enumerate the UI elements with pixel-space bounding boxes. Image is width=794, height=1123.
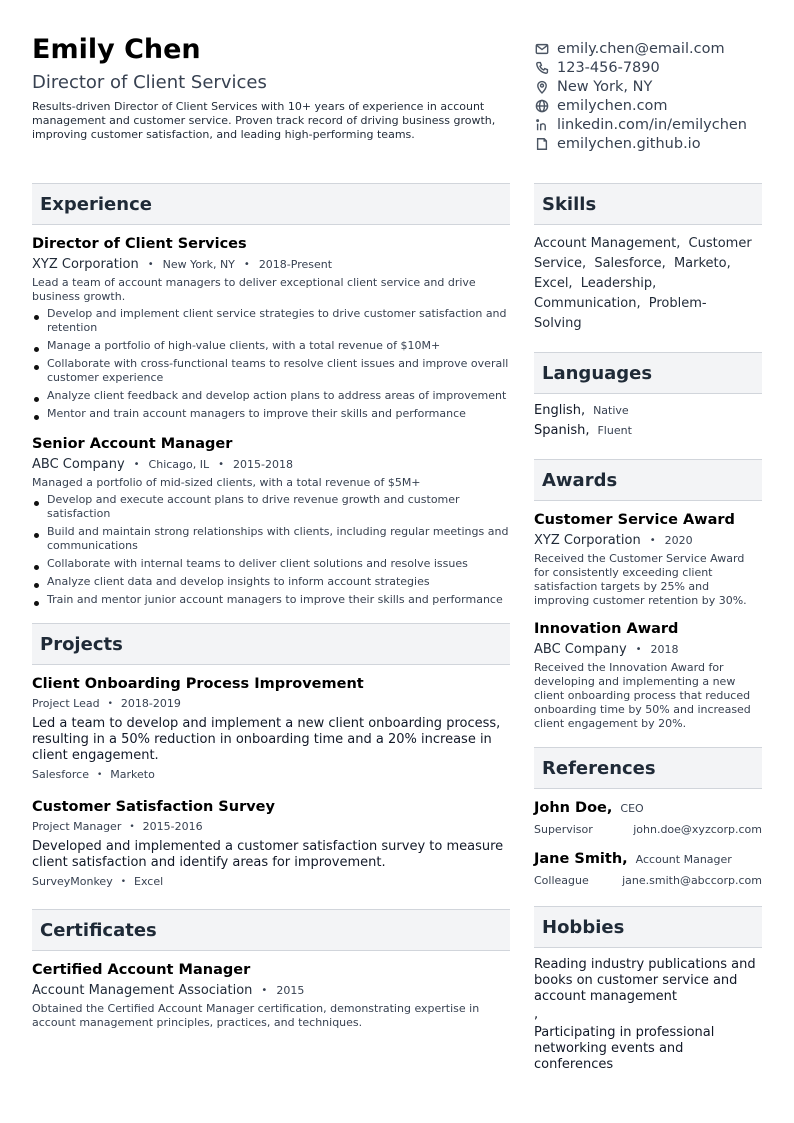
languages-list	[534, 401, 762, 441]
skill-item: Marketo,	[673, 256, 731, 271]
job-summary: Managed a portfolio of mid-sized clients, with a total revenue of $5M+	[32, 476, 421, 489]
job-bullet: Mentor and train account managers to improve their skills and performance	[32, 407, 510, 421]
contact-website-text: emilychen.com	[557, 97, 668, 114]
job-bullet: Train and mentor junior account managers to improve their skills and performance	[32, 593, 510, 607]
contact-github-text: emilychen.github.io	[557, 135, 701, 152]
contact-location-text: New York, NY	[557, 78, 653, 95]
project-tool: SurveyMonkey	[32, 875, 113, 888]
job-title: Senior Account Manager	[32, 436, 233, 452]
project-dates: 2018-2019	[120, 697, 181, 710]
mail-icon	[534, 41, 550, 57]
section-heading-projects: Projects	[32, 623, 510, 665]
project-meta: Project Manager • 2015-2016	[32, 820, 203, 833]
job-bullet: Analyze client feedback and develop action plans to address areas of improvement	[32, 389, 510, 403]
language-item	[534, 421, 762, 441]
section-heading-certificates: Certificates	[32, 909, 510, 951]
globe-icon	[534, 98, 550, 114]
contact-email-text: emily.chen@email.com	[557, 40, 725, 57]
skill-item: Customer Service,	[534, 236, 752, 271]
reference-email[interactable]: john.doe@xyzcorp.com	[633, 823, 762, 836]
reference-name: Jane Smith,	[534, 851, 628, 867]
language-name: English,	[534, 403, 586, 418]
project-tool: Salesforce	[32, 768, 89, 781]
certificate-title: Certified Account Manager	[32, 962, 251, 978]
award-description: Received the Customer Service Award for consistently exceeding client satisfaction targets by 25% and improving customer retention by 30%.	[534, 552, 747, 607]
candidate-name: Emily Chen	[32, 34, 201, 65]
job-entry	[32, 235, 510, 421]
reference-position: CEO	[620, 802, 644, 815]
project-dates: 2015-2016	[142, 820, 203, 833]
certificate-meta: Account Management Association • 2015	[32, 983, 305, 998]
job-dates: 2018-Present	[258, 258, 333, 271]
section-heading-languages: Languages	[534, 352, 762, 394]
award-meta: ABC Company • 2018	[534, 642, 679, 657]
award-entry	[534, 620, 762, 731]
skills-list	[534, 234, 762, 334]
github-icon	[534, 136, 550, 152]
section-heading-experience: Experience	[32, 183, 510, 225]
job-entry	[32, 435, 510, 607]
skill-item: Communication,	[534, 296, 641, 311]
linkedin-icon	[534, 117, 550, 133]
skill-item: Account Management,	[534, 236, 681, 251]
project-role: Project Lead	[32, 697, 100, 710]
hobby-item: Participating in professional networking events and conferences	[534, 1025, 715, 1072]
award-year: 2020	[664, 534, 693, 547]
project-entry	[32, 675, 510, 782]
project-entry	[32, 798, 510, 889]
job-bullet: Develop and execute account plans to drive revenue growth and customer satisfaction	[32, 493, 510, 521]
project-description: Led a team to develop and implement a new client onboarding process, resulting in a 50% reduction in onboarding time and a 20% increase in client engagement.	[32, 716, 501, 763]
contact-location	[534, 77, 779, 96]
reference-email[interactable]: jane.smith@abccorp.com	[622, 874, 762, 887]
job-meta: XYZ Corporation • New York, NY • 2018-Present	[32, 257, 333, 272]
hobby-item: Reading industry publications and books on customer service and account management	[534, 957, 756, 1004]
profile-summary: Results-driven Director of Client Services with 10+ years of experience in account management and customer service. Proven track record of driving business growth, improving customer satisfaction, and leading high-performing teams.	[32, 100, 496, 141]
job-meta: ABC Company • Chicago, IL • 2015-2018	[32, 457, 293, 472]
job-location: New York, NY	[162, 258, 235, 271]
contact-phone-text: 123-456-7890	[557, 59, 660, 76]
award-org: XYZ Corporation	[534, 533, 641, 548]
award-org: ABC Company	[534, 642, 627, 657]
award-title: Customer Service Award	[534, 512, 735, 528]
award-meta: XYZ Corporation • 2020	[534, 533, 693, 548]
certificate-year: 2015	[276, 984, 305, 997]
contact-website[interactable]	[534, 96, 779, 115]
job-bullet: Develop and implement client service strategies to drive customer satisfaction and retention	[32, 307, 510, 335]
candidate-title: Director of Client Services	[32, 72, 267, 93]
contact-linkedin[interactable]	[534, 115, 779, 134]
skill-item: Leadership,	[580, 276, 657, 291]
project-tools: SurveyMonkey • Excel	[32, 875, 164, 888]
job-summary: Lead a team of account managers to deliver exceptional client service and drive business growth.	[32, 276, 476, 303]
language-level: Native	[593, 404, 629, 417]
location-pin-icon	[534, 79, 550, 95]
reference-relation: Supervisor	[534, 823, 593, 836]
contact-list	[534, 39, 779, 153]
section-heading-references: References	[534, 747, 762, 789]
contact-email[interactable]	[534, 39, 779, 58]
hobby-separator: ,	[534, 1007, 539, 1022]
certificate-entry	[32, 961, 510, 1030]
job-bullet: Collaborate with cross-functional teams to resolve client issues and improve overall customer experience	[32, 357, 510, 385]
reference-entry	[534, 799, 762, 837]
language-name: Spanish,	[534, 423, 590, 438]
project-title: Client Onboarding Process Improvement	[32, 676, 364, 692]
main-column	[32, 183, 510, 1030]
award-title: Innovation Award	[534, 621, 679, 637]
header-identity	[32, 32, 517, 142]
job-dates: 2015-2018	[233, 458, 293, 471]
award-description: Received the Innovation Award for developing and implementing a new client onboarding process that reduced onboarding time by 50% and increased client engagement by 20%.	[534, 661, 751, 730]
job-bullet: Collaborate with internal teams to deliver client solutions and resolve issues	[32, 557, 510, 571]
skill-item: Excel,	[534, 276, 573, 291]
certificate-description: Obtained the Certified Account Manager certification, demonstrating expertise in account management principles, practices, and techniques.	[32, 1002, 480, 1029]
section-heading-hobbies: Hobbies	[534, 906, 762, 948]
side-column	[534, 183, 762, 1073]
reference-name: John Doe,	[534, 800, 613, 816]
job-location: Chicago, IL	[148, 458, 210, 471]
reference-position: Account Manager	[635, 853, 732, 866]
skill-item: Salesforce,	[594, 256, 666, 271]
reference-relation: Colleague	[534, 874, 589, 887]
job-company: ABC Company	[32, 457, 125, 472]
contact-linkedin-text: linkedin.com/in/emilychen	[557, 116, 747, 133]
reference-entry	[534, 850, 762, 888]
project-tool: Marketo	[110, 768, 155, 781]
language-level: Fluent	[597, 424, 632, 437]
project-meta: Project Lead • 2018-2019	[32, 697, 181, 710]
skill-item: Problem-Solving	[534, 296, 707, 331]
contact-phone[interactable]	[534, 58, 779, 77]
project-description: Developed and implemented a customer satisfaction survey to measure client satisfaction and identify areas for improvement.	[32, 839, 504, 870]
job-bullets	[32, 493, 510, 607]
job-bullet: Analyze client data and develop insights to inform account strategies	[32, 575, 510, 589]
section-heading-skills: Skills	[534, 183, 762, 225]
job-bullet: Manage a portfolio of high-value clients, with a total revenue of $10M+	[32, 339, 510, 353]
project-role: Project Manager	[32, 820, 122, 833]
section-heading-awards: Awards	[534, 459, 762, 501]
job-title: Director of Client Services	[32, 236, 247, 252]
contact-github[interactable]	[534, 134, 779, 153]
job-bullets	[32, 307, 510, 421]
job-company: XYZ Corporation	[32, 257, 139, 272]
hobbies-list	[534, 957, 762, 1073]
job-bullet: Build and maintain strong relationships with clients, including regular meetings and communications	[32, 525, 510, 553]
certificate-issuer: Account Management Association	[32, 983, 253, 998]
award-year: 2018	[650, 643, 679, 656]
project-tool: Excel	[134, 875, 164, 888]
award-entry	[534, 511, 762, 608]
phone-icon	[534, 60, 550, 76]
project-tools: Salesforce • Marketo	[32, 768, 155, 781]
project-title: Customer Satisfaction Survey	[32, 799, 275, 815]
language-item	[534, 401, 762, 421]
